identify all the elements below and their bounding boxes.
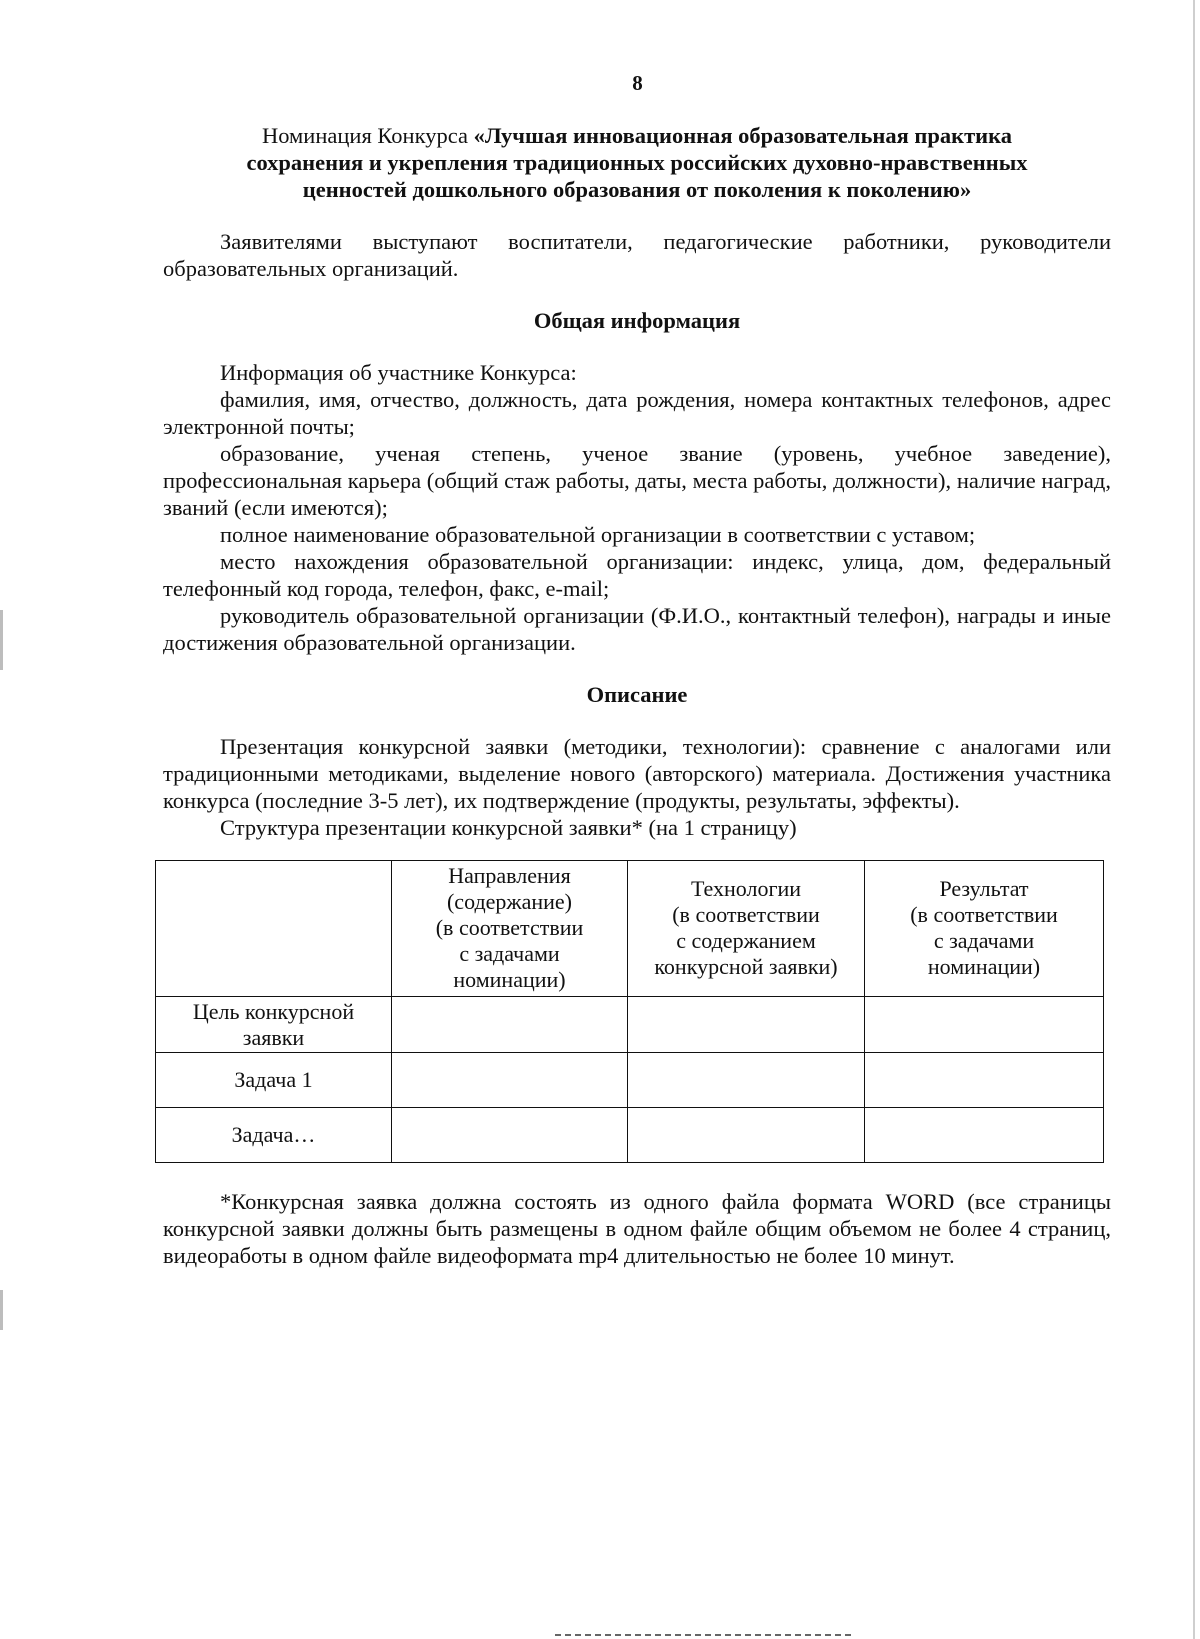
- row-label: Цель конкурсной заявки: [156, 997, 392, 1053]
- table-cell: [392, 997, 628, 1053]
- header-line: с содержанием: [676, 928, 816, 953]
- header-line: Технологии: [690, 876, 802, 901]
- table-cell: [628, 1053, 865, 1108]
- title-bold-line-2: сохранения и укрепления традиционных российских духовно-нравственных: [246, 150, 1028, 175]
- presentation-structure-table: [155, 860, 1104, 1163]
- description-paragraph: Презентация конкурсной заявки (методики, технологии): сравнение с аналогами или традиционными методиками, выделение нового (авторского) материала. Достижения участника конкурса (последние 3-5 лет), их подтверждение (продукты, результаты, эффекты).: [163, 734, 1111, 813]
- document-body: [163, 122, 1111, 1269]
- table-cell: [628, 1108, 865, 1163]
- general-info-heading: Общая информация: [533, 308, 741, 333]
- structure-caption: Структура презентации конкурсной заявки* (на 1 страницу): [220, 815, 797, 840]
- header-cell-empty: [156, 861, 392, 997]
- page-number: 8: [632, 71, 643, 95]
- header-cell-result: [865, 861, 1104, 997]
- header-line: (содержание): [446, 889, 573, 914]
- header-line: (в соответствии: [672, 902, 820, 927]
- table-cell: [865, 997, 1104, 1053]
- scan-edge-line: [1193, 0, 1195, 1639]
- header-line: номинации): [453, 967, 566, 992]
- header-line: Направления: [448, 863, 571, 888]
- header-line: (в соответствии: [910, 902, 1058, 927]
- row-label: Задача 1: [156, 1053, 392, 1108]
- footnote: *Конкурсная заявка должна состоять из одного файла формата WORD (все страницы конкурсной заявки должны быть размещены в одном файле общим объемом не более 4 страниц, видеоработы в одном файле видеоформата mp4 длительностью не более 10 минут.: [163, 1189, 1111, 1268]
- general-info-paragraph: Информация об участнике Конкурса:: [220, 360, 577, 385]
- table-cell: [392, 1053, 628, 1108]
- applicants-paragraph: Заявителями выступают воспитатели, педагогические работники, руководители образовательных организаций.: [163, 229, 1111, 281]
- description-heading: Описание: [586, 682, 688, 707]
- header-line: конкурсной заявки): [654, 954, 838, 979]
- title-prefix: Номинация Конкурса: [261, 123, 474, 148]
- general-info-paragraph: фамилия, имя, отчество, должность, дата рождения, номера контактных телефонов, адрес электронной почты;: [163, 387, 1111, 439]
- header-line: номинации): [927, 954, 1041, 979]
- scan-edge-mark: [0, 610, 3, 670]
- general-info-paragraph: образование, ученая степень, ученое звание (уровень, учебное заведение), профессиональная карьера (общий стаж работы, даты, места работы, должности), наличие наград, званий (если имеются);: [163, 441, 1111, 520]
- scan-bottom-mark: [555, 1634, 855, 1636]
- table-cell: [865, 1053, 1104, 1108]
- header-line: Результат: [939, 876, 1029, 901]
- general-info-paragraph: полное наименование образовательной организации в соответствии с уставом;: [220, 522, 976, 547]
- table-row: [156, 1108, 1104, 1163]
- table-cell: [392, 1108, 628, 1163]
- header-line: с задачами: [933, 928, 1035, 953]
- header-line: с задачами: [459, 941, 560, 966]
- general-info-paragraph: руководитель образовательной организации (Ф.И.О., контактный телефон), награды и иные достижения образовательной организации.: [163, 603, 1111, 655]
- scan-edge-mark: [0, 1290, 3, 1330]
- table-row: [156, 1053, 1104, 1108]
- row-label: Задача…: [156, 1108, 392, 1163]
- title-bold-line-1: «Лучшая инновационная образовательная практика: [473, 123, 1013, 148]
- header-cell-directions: [392, 861, 628, 997]
- table-row: [156, 997, 1104, 1053]
- title-bold-line-3: ценностей дошкольного образования от поколения к поколению»: [302, 177, 972, 202]
- header-cell-technologies: [628, 861, 865, 997]
- general-info-list: [163, 359, 1111, 656]
- general-info-paragraph: место нахождения образовательной организации: индекс, улица, дом, федеральный телефонный код города, телефон, факс, e-mail;: [163, 549, 1111, 601]
- table-cell: [865, 1108, 1104, 1163]
- table-header-row: [156, 861, 1104, 997]
- header-line: (в соответствии: [435, 915, 584, 940]
- table-cell: [628, 997, 865, 1053]
- nomination-title: [163, 122, 1111, 203]
